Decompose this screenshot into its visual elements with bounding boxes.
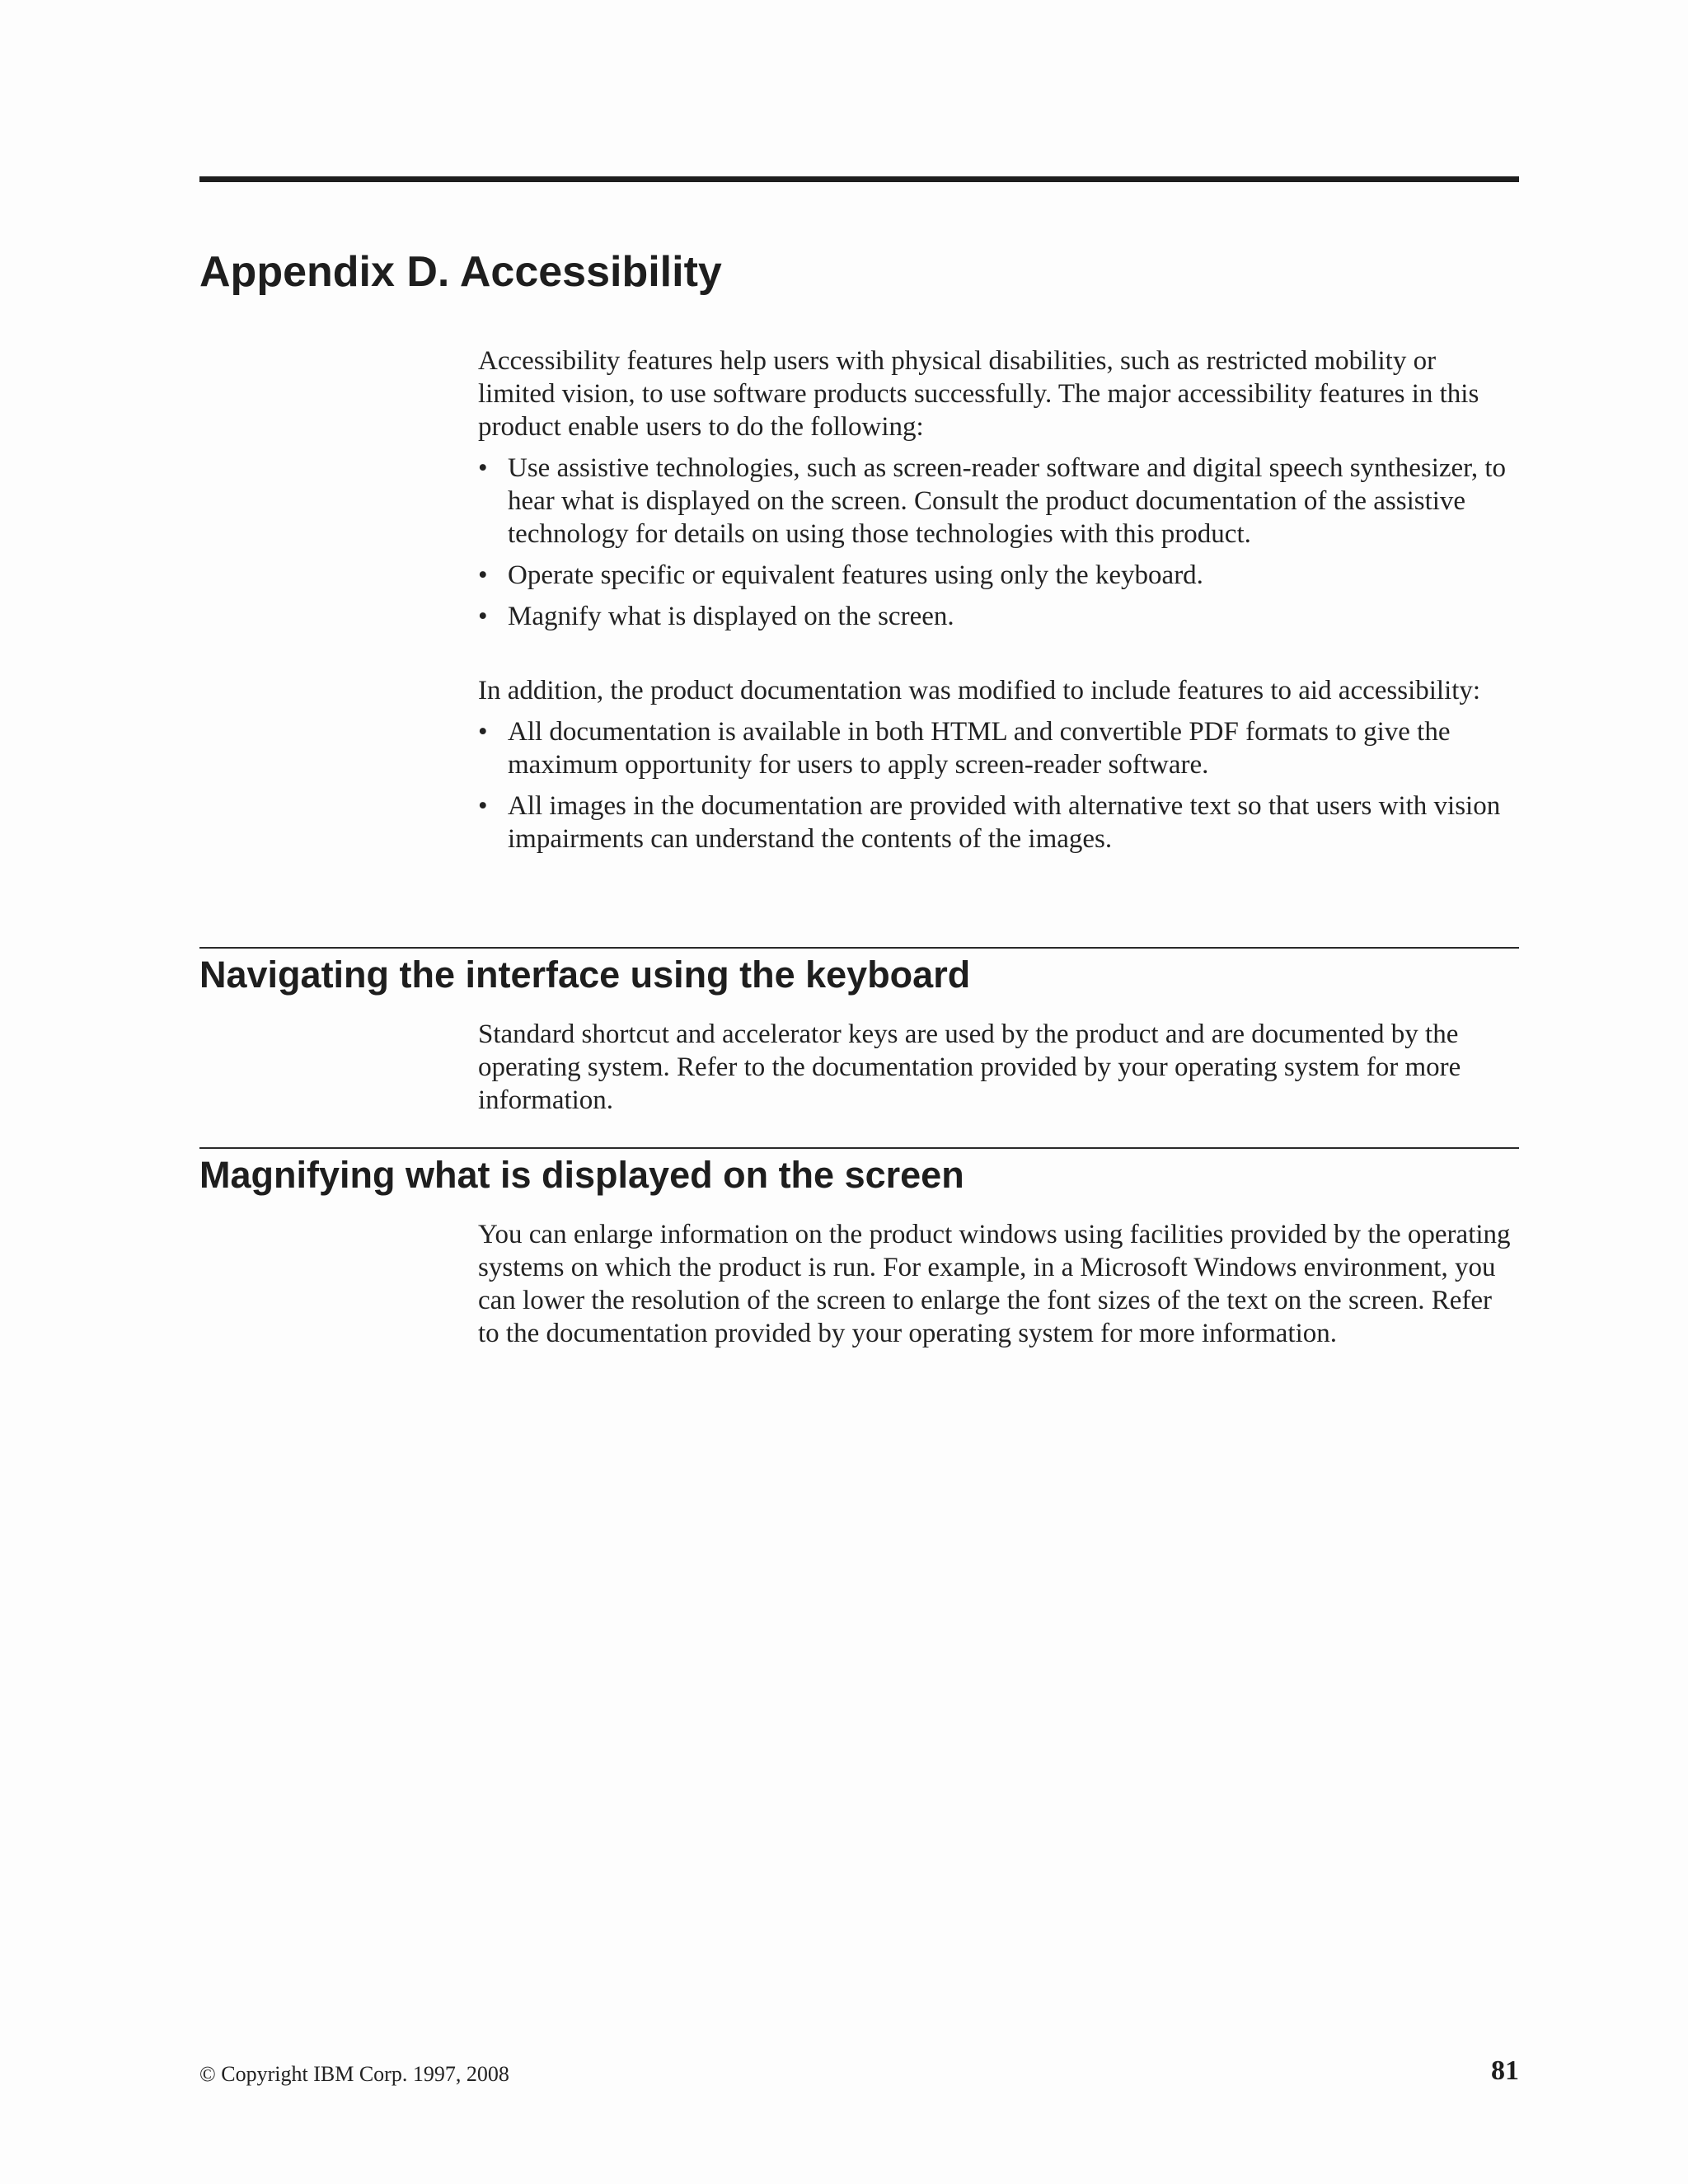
keyboard-section-title: Navigating the interface using the keyboard	[199, 954, 971, 996]
page-number: 81	[1491, 2055, 1519, 2086]
list-item	[478, 559, 1519, 592]
keyboard-paragraph: Standard shortcut and accelerator keys are used by the product and are documented by the operating system. Refer to the documentation provided by your operating system for more information.	[478, 1019, 1461, 1115]
section-divider	[199, 947, 1519, 949]
section-divider	[199, 1147, 1519, 1149]
footer-copyright: © Copyright IBM Corp. 1997, 2008	[199, 2062, 509, 2086]
bullet-icon: •	[478, 791, 488, 821]
magnify-paragraph: You can enlarge information on the product windows using facilities provided by the operating systems on which the product is run. For example, in a Microsoft Windows environment, you can lower the resolution of the screen to enlarge the font sizes of the text on the screen. Refer to the documentation provided by your operating system for more information.	[478, 1220, 1511, 1348]
features-list	[478, 452, 1519, 633]
list-item-text: Magnify what is displayed on the screen.	[508, 602, 954, 631]
top-rule	[199, 176, 1519, 182]
accessibility-intro-block	[478, 344, 1519, 864]
bullet-icon: •	[478, 453, 488, 483]
magnify-section-title: Magnifying what is displayed on the screen	[199, 1154, 964, 1196]
bullet-icon: •	[478, 717, 488, 747]
list-item-text: All documentation is available in both HTML and convertible PDF formats to give the maximum opportunity for users to apply screen-reader software.	[508, 717, 1451, 780]
doc-features-list	[478, 715, 1519, 855]
list-item-text: Use assistive technologies, such as screen-reader software and digital speech synthesizer, to hear what is displayed on the screen. Consult the product documentation of the assistive technology for details on using those technologies with this product.	[508, 453, 1507, 549]
appendix-title: Appendix D. Accessibility	[199, 248, 722, 296]
magnify-section-body	[478, 1218, 1519, 1350]
intro-paragraph: Accessibility features help users with physical disabilities, such as restricted mobility or limited vision, to use software products successfully. The major accessibility features in this product enable users to do the following:	[478, 346, 1479, 442]
list-item	[478, 715, 1519, 781]
list-item-text: All images in the documentation are provided with alternative text so that users with vision impairments can understand the contents of the images.	[508, 791, 1501, 854]
list-item	[478, 452, 1519, 551]
list-item	[478, 790, 1519, 855]
keyboard-section-body	[478, 1018, 1519, 1117]
bullet-icon: •	[478, 560, 488, 590]
list-item	[478, 600, 1519, 633]
bullet-icon: •	[478, 602, 488, 631]
addition-paragraph: In addition, the product documentation was modified to include features to aid accessibility:	[478, 676, 1481, 705]
list-item-text: Operate specific or equivalent features using only the keyboard.	[508, 560, 1203, 590]
